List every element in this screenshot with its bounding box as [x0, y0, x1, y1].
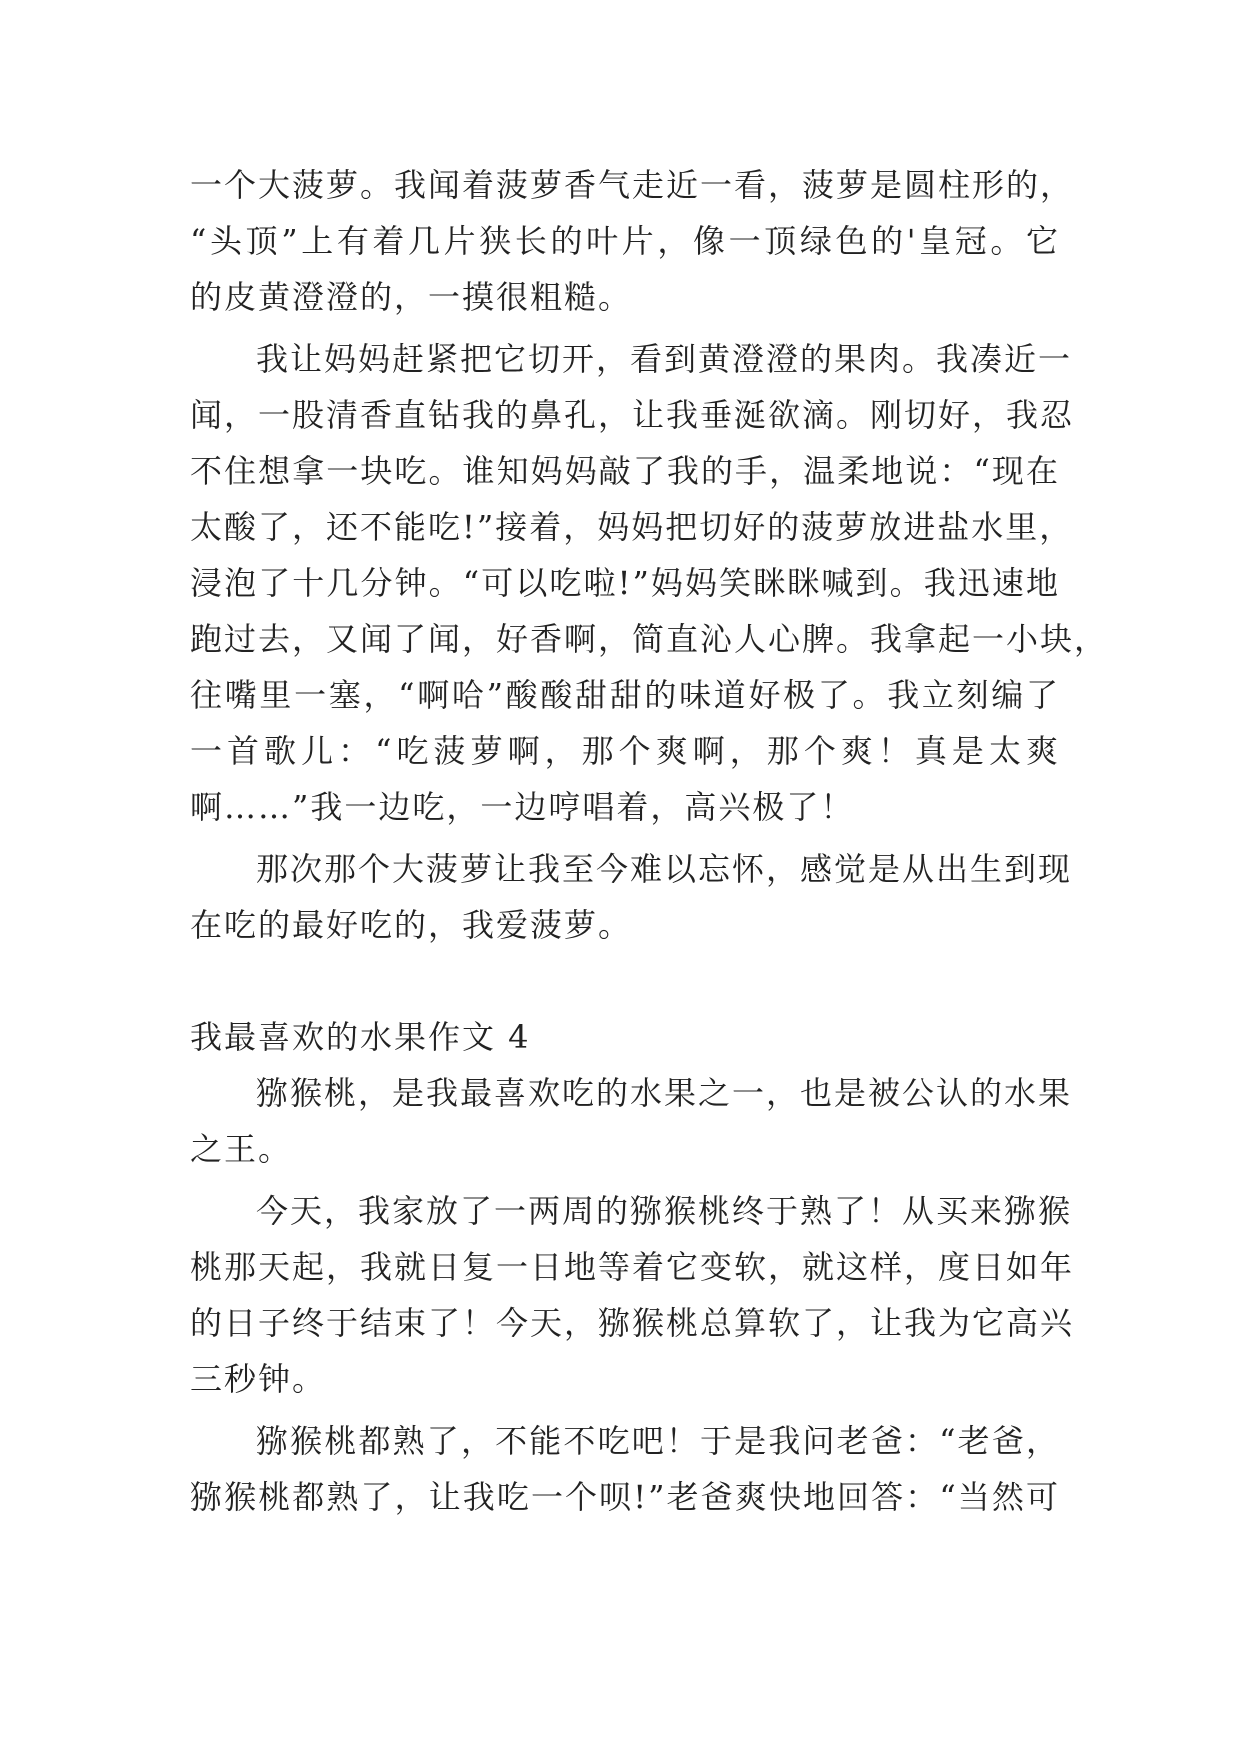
- paragraph: [190, 1065, 1073, 1177]
- text-line: 啊……”我一边吃，一边哼唱着，高兴极了！: [190, 788, 855, 826]
- paragraph: [190, 1413, 1060, 1525]
- paragraph: [190, 157, 1075, 325]
- text-line: 猕猴桃都熟了，不能不吃吧！于是我问老爸：“老爸，: [256, 1422, 1060, 1460]
- text-line: 跑过去，又闻了闻，好香啊，简直沁人心脾。我拿起一小块，: [190, 620, 1109, 658]
- paragraph: [190, 841, 1073, 953]
- text-line: 我让妈妈赶紧把它切开，看到黄澄澄的果肉。我凑近一: [256, 340, 1073, 378]
- text-line: 闻，一股清香直钻我的鼻孔，让我垂涎欲滴。刚切好，我忍: [190, 396, 1075, 434]
- section-heading: 我最喜欢的水果作文 4: [190, 1018, 531, 1056]
- text-line: 一首歌儿：“吃菠萝啊，那个爽啊，那个爽！真是太爽: [190, 732, 1060, 770]
- text-line: 三秒钟。: [190, 1360, 327, 1398]
- text-line: 今天，我家放了一两周的猕猴桃终于熟了！从买来猕猴: [256, 1192, 1073, 1230]
- document-body: [190, 157, 1109, 1525]
- text-line: 的皮黄澄澄的，一摸很粗糙。: [190, 278, 633, 316]
- text-line: 不住想拿一块吃。谁知妈妈敲了我的手，温柔地说：“现在: [190, 452, 1060, 490]
- text-line: 的日子终于结束了！今天，猕猴桃总算软了，让我为它高兴: [190, 1304, 1075, 1342]
- text-line: 往嘴里一塞，“啊哈”酸酸甜甜的味道好极了。我立刻编了: [190, 676, 1060, 714]
- paragraph: [190, 331, 1109, 835]
- text-line: 浸泡了十几分钟。“可以吃啦!”妈妈笑眯眯喊到。我迅速地: [190, 564, 1060, 602]
- text-line: 在吃的最好吃的，我爱菠萝。: [190, 906, 633, 944]
- text-line: 一个大菠萝。我闻着菠萝香气走近一看，菠萝是圆柱形的，: [190, 166, 1075, 204]
- text-line: “头顶”上有着几片狭长的叶片，像一顶绿色的'皇冠。它: [190, 222, 1060, 260]
- text-line: 桃那天起，我就日复一日地等着它变软，就这样，度日如年: [190, 1248, 1075, 1286]
- text-line: 太酸了，还不能吃!”接着，妈妈把切好的菠萝放进盐水里，: [190, 508, 1074, 546]
- text-line: 猕猴桃都熟了，让我吃一个呗!”老爸爽快地回答：“当然可: [190, 1478, 1060, 1516]
- text-line: 之王。: [190, 1130, 293, 1168]
- text-line: 那次那个大菠萝让我至今难以忘怀，感觉是从出生到现: [256, 850, 1073, 888]
- text-line: 猕猴桃，是我最喜欢吃的水果之一，也是被公认的水果: [256, 1074, 1073, 1112]
- paragraph: [190, 1183, 1075, 1407]
